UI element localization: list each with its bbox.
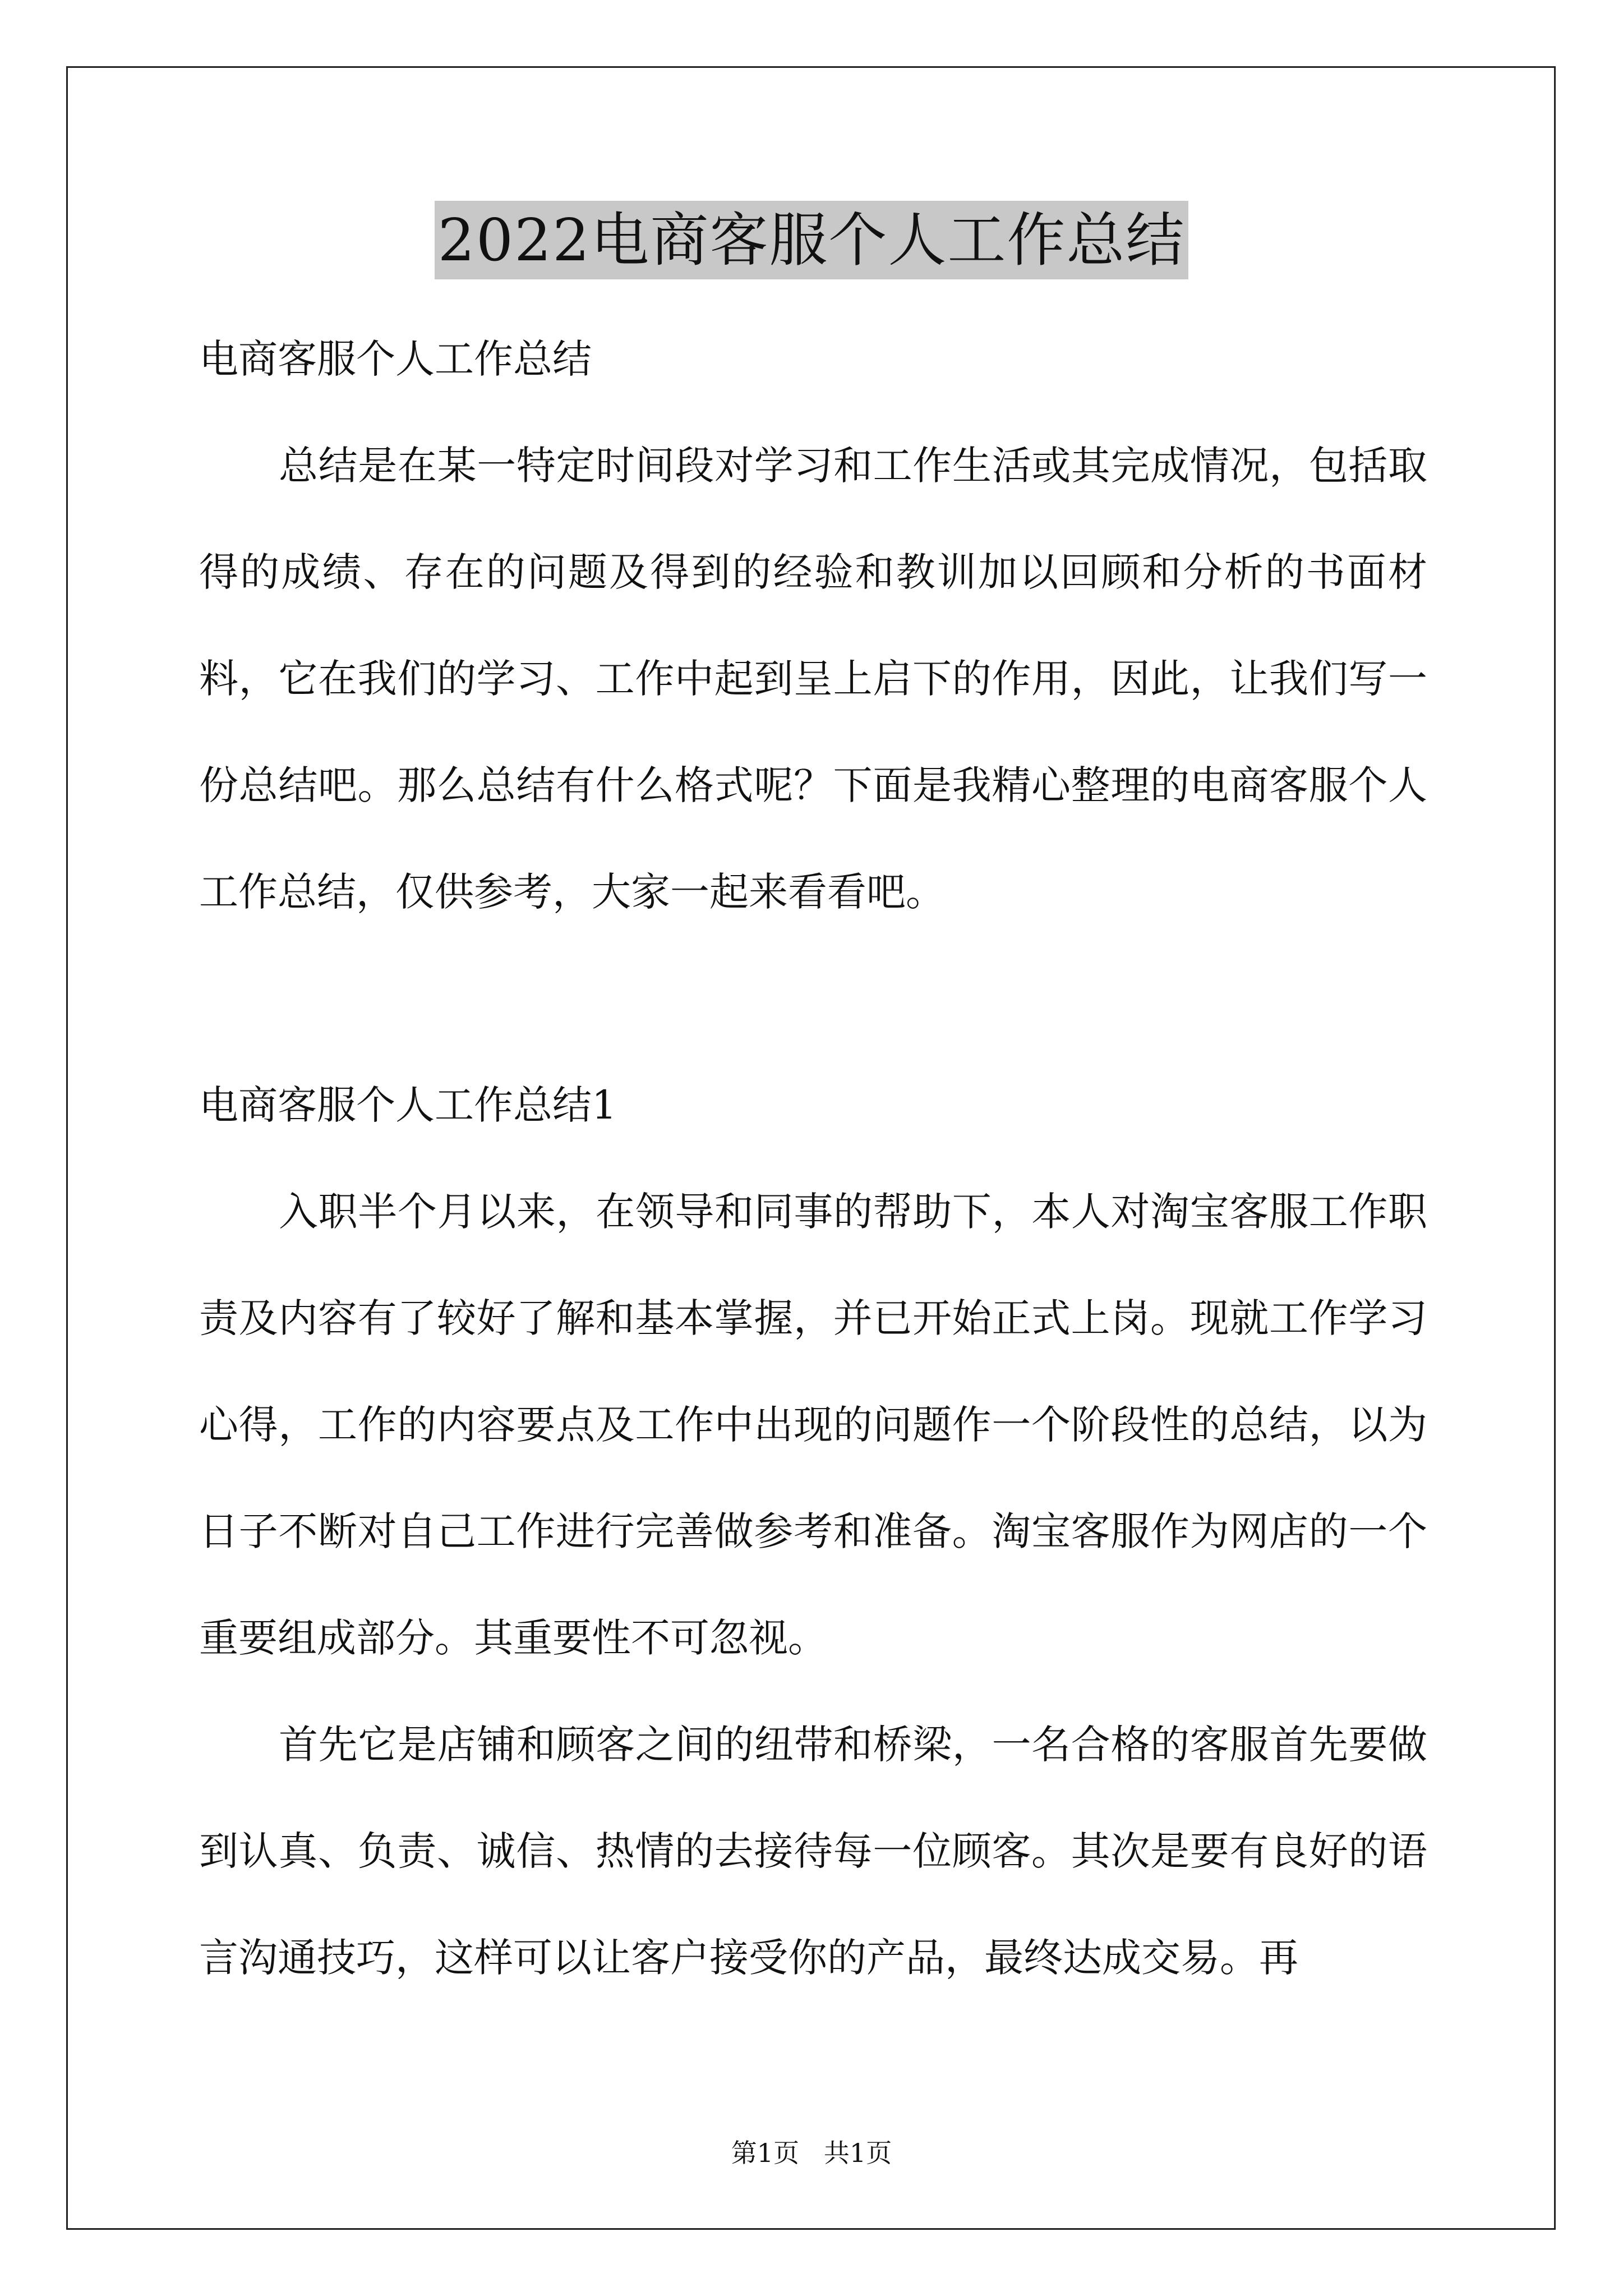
document-title: 2022电商客服个人工作总结 bbox=[435, 201, 1189, 279]
section-spacer bbox=[199, 945, 1427, 1052]
section1-paragraph-2: 首先它是店铺和顾客之间的纽带和桥梁，一名合格的客服首先要做到认真、负责、诚信、热情的去接待每一位顾客。其次是要有良好的语言沟通技巧，这样可以让客户接受你的产品，最终达成交易。再 bbox=[199, 1722, 1427, 1981]
intro-paragraph: 总结是在某一特定时间段对学习和工作生活或其完成情况，包括取得的成绩、存在的问题及得到的经验和教训加以回顾和分析的书面材料，它在我们的学习、工作中起到呈上启下的作用，因此，让我们写一份总结吧。那么总结有什么格式呢？下面是我精心整理的电商客服个人工作总结，仅供参考，大家一起来看看吧。 bbox=[199, 443, 1427, 915]
section1-heading: 电商客服个人工作总结1 bbox=[199, 1082, 617, 1128]
section1-paragraph-1: 入职半个月以来，在领导和同事的帮助下，本人对淘宝客服工作职责及内容有了较好了解和基本掌握，并已开始正式上岗。现就工作学习心得，工作的内容要点及工作中出现的问题作一个阶段性的总结，以为日子不断对自己工作进行完善做参考和准备。淘宝客服作为网店的一个重要组成部分。其重要性不可忽视。 bbox=[199, 1189, 1427, 1661]
document-body bbox=[199, 306, 1427, 2011]
intro-heading: 电商客服个人工作总结 bbox=[199, 336, 592, 382]
title-container bbox=[0, 201, 1623, 279]
page-footer: 第1页 共1页 bbox=[731, 2138, 892, 2168]
